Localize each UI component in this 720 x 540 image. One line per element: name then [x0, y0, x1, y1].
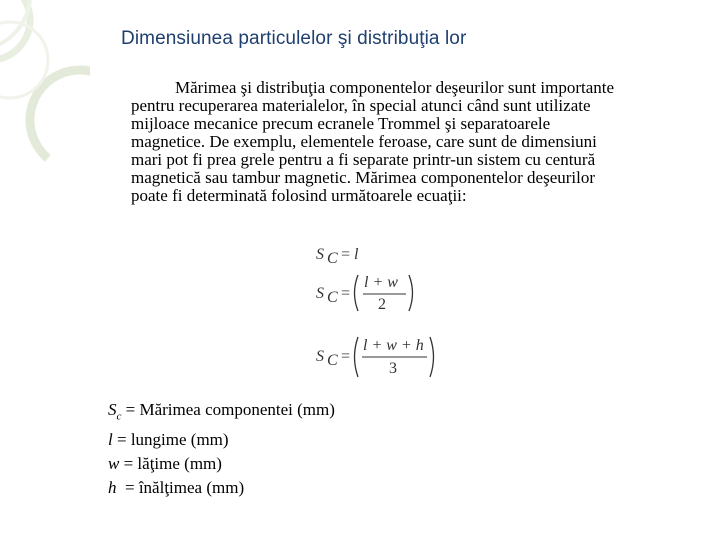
formula-s-symbol: S [316, 246, 324, 263]
paragraph-line: pentru recuperarea materialelor, în special atunci când sunt utilizate [131, 96, 591, 115]
definition-row [108, 452, 335, 476]
slide-title: Dimensiunea particulelor şi distribuţia lor [121, 28, 467, 49]
formula-3-numerator: l + w + h [363, 337, 424, 354]
formula-2 [316, 274, 413, 313]
formula-1 [316, 246, 359, 267]
formula-3 [316, 337, 434, 377]
paragraph-line: magnetice. De exemplu, elementele feroase, care sunt de dimensiuni [131, 132, 597, 151]
definition-symbol: S [108, 400, 117, 419]
definition-text: = înălţimea (mm) [116, 478, 245, 498]
definition-symbol: w [108, 454, 120, 474]
definition-text: = Mărimea componentei (mm) [121, 400, 335, 419]
definition-text: = lăţime (mm) [119, 454, 222, 474]
definition-text: = lungime (mm) [112, 430, 229, 450]
definition-subscript: c [116, 410, 122, 423]
formula-s-symbol: S [316, 285, 324, 302]
formula-2-denominator: 2 [378, 296, 386, 313]
definition-symbol: l [108, 430, 113, 450]
paragraph-line: Mărimea şi distribuţia componentelor deşeurilor sunt importante [175, 78, 615, 97]
formula-equals: = [341, 246, 351, 263]
right-paren [430, 337, 434, 377]
formula-s-symbol: S [316, 348, 324, 365]
right-paren [409, 275, 413, 311]
paragraph-line: poate fi determinată folosind următoarele ecuaţii: [131, 186, 467, 205]
paragraph-line: magnetică sau tambur magnetic. Mărimea componentelor deşeurilor [131, 168, 596, 187]
formula-equals: = [341, 285, 351, 302]
formula-1-rhs: l [354, 246, 359, 263]
paragraph-line: mari pot fi prea grele pentru a fi separate printr-un sistem cu centură [131, 150, 596, 169]
formula-c-subscript: C [327, 352, 338, 369]
left-paren [355, 275, 359, 311]
body-paragraph [131, 79, 687, 205]
formula-2-numerator: l + w [364, 274, 398, 291]
definitions-list [108, 398, 335, 500]
definition-row [108, 428, 335, 452]
formulas-block [312, 237, 452, 382]
formula-c-subscript: C [327, 289, 338, 306]
decorative-circles [0, 0, 90, 200]
paragraph-line: mijloace mecanice precum ecranele Trommel şi separatoarele [131, 114, 551, 133]
definition-row [108, 398, 335, 428]
definition-row [108, 476, 335, 500]
formula-equals: = [341, 348, 351, 365]
formula-3-denominator: 3 [389, 360, 397, 377]
definition-symbol: h [108, 478, 117, 498]
left-paren [355, 337, 359, 377]
formula-c-subscript: C [327, 250, 338, 267]
